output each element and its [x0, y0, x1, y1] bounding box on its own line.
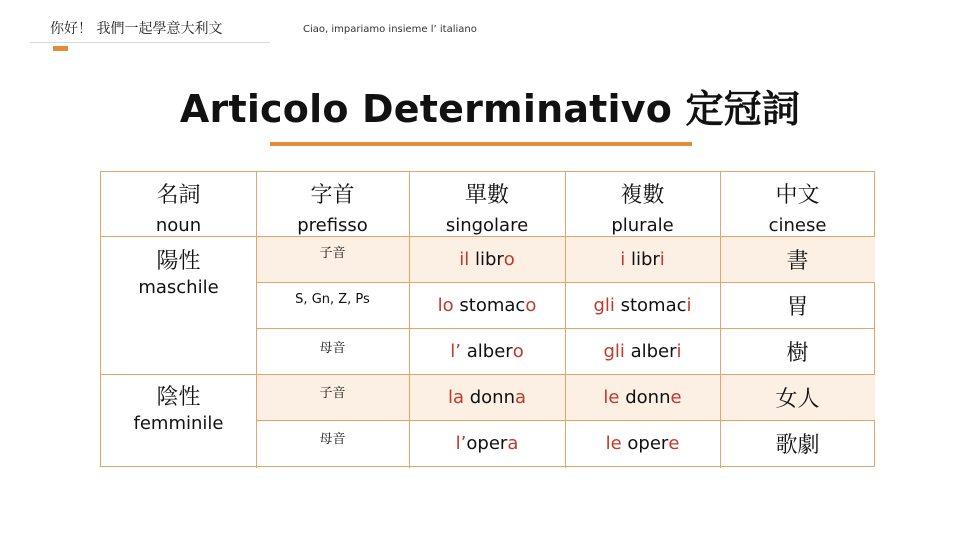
prefix-cell: S, Gn, Z, Ps	[295, 291, 370, 307]
plural-cell	[565, 236, 720, 282]
article: i	[620, 248, 626, 270]
header-chinese	[720, 172, 875, 236]
plural-cell	[565, 374, 720, 420]
header-zh: 名詞	[156, 183, 201, 208]
article: lo	[437, 294, 454, 316]
prefix-cell: 子音	[319, 245, 346, 261]
ending: a	[514, 386, 527, 408]
top-accent-bar	[53, 46, 68, 51]
group-masculine	[101, 236, 256, 296]
prefix-cell: 子音	[319, 385, 346, 401]
stem: libr	[469, 248, 504, 270]
article: gli	[603, 340, 625, 362]
group-en: femminile	[133, 413, 224, 434]
header-en: prefisso	[297, 215, 368, 236]
top-divider	[30, 42, 270, 43]
plural-cell	[565, 282, 720, 328]
singular-cell	[409, 328, 565, 374]
top-left-caption: 你好！ 我們一起學意大利文	[50, 21, 223, 37]
ending: o	[512, 340, 524, 362]
header-zh: 字首	[310, 183, 355, 208]
chinese-cell: 樹	[786, 340, 809, 366]
header-zh: 複數	[620, 183, 665, 208]
header-prefix	[256, 172, 409, 236]
singular-cell	[409, 374, 565, 420]
singular-cell	[409, 282, 565, 328]
ending: i	[659, 248, 665, 270]
ending: o	[525, 294, 537, 316]
stem: oper	[466, 432, 508, 454]
article: la	[447, 386, 464, 408]
article: il	[459, 248, 470, 270]
title-underline	[270, 142, 692, 146]
ending: i	[676, 340, 682, 362]
plural-cell	[565, 328, 720, 374]
chinese-cell: 書	[786, 248, 809, 274]
singular-cell	[409, 236, 565, 282]
stem: stomac	[614, 294, 687, 316]
article: le	[605, 432, 622, 454]
header-zh: 單數	[464, 183, 509, 208]
header-en: singolare	[445, 215, 529, 236]
plural-cell	[565, 420, 720, 466]
chinese-cell: 胃	[786, 294, 809, 320]
ending: i	[686, 294, 692, 316]
article: gli	[593, 294, 615, 316]
ending: a	[507, 432, 519, 454]
ending: o	[503, 248, 515, 270]
group-feminine	[101, 374, 256, 444]
singular-cell	[409, 420, 565, 466]
header-en: plurale	[611, 215, 674, 236]
group-zh: 陽性	[156, 249, 201, 274]
header-noun	[101, 172, 256, 236]
header-zh: 中文	[775, 183, 820, 208]
article-table	[100, 171, 875, 467]
header-plural	[565, 172, 720, 236]
header-singular	[409, 172, 565, 236]
group-zh: 陰性	[156, 385, 201, 410]
stem: libr	[625, 248, 660, 270]
stem: alber	[461, 340, 513, 362]
top-subtitle: Ciao, impariamo insieme l’ italiano	[303, 24, 477, 35]
header-en: noun	[155, 215, 202, 236]
prefix-cell: 母音	[319, 340, 346, 356]
chinese-cell: 女人	[775, 386, 820, 412]
stem: alber	[624, 340, 677, 362]
header-en: cinese	[768, 215, 827, 236]
stem: stomac	[453, 294, 526, 316]
chinese-cell: 歌劇	[775, 432, 820, 458]
article: le	[603, 386, 620, 408]
ending: e	[668, 432, 680, 454]
ending: e	[670, 386, 682, 408]
prefix-cell: 母音	[319, 431, 346, 447]
group-en: maschile	[138, 277, 219, 298]
article: l’	[455, 432, 467, 454]
stem: donn	[619, 386, 671, 408]
article: l’	[450, 340, 462, 362]
stem: donn	[464, 386, 515, 408]
slide-title: Articolo Determinativo 定冠詞	[179, 87, 801, 131]
stem: oper	[621, 432, 669, 454]
